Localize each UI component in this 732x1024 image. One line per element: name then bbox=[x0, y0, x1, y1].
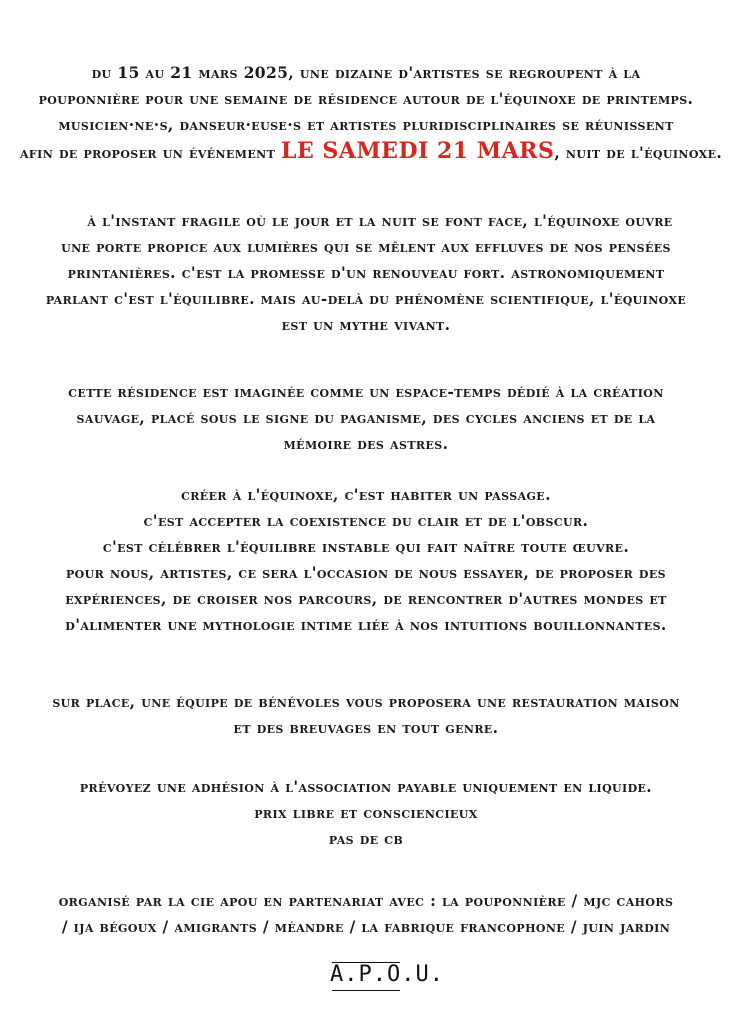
equinox-line-4: parlant c'est l'équilibre. mais au-delà du phénomène scientifique, l'équinoxe bbox=[45, 289, 687, 308]
logo-bottom-rule bbox=[332, 990, 400, 991]
creation-paragraph bbox=[20, 482, 712, 638]
partners-line-2: / ija bégoux / amigrants / méandre / la fabrique francophone / juin jardin bbox=[61, 917, 671, 936]
equinox-paragraph bbox=[20, 208, 712, 338]
catering-line-1: sur place, une équipe de bénévoles vous proposera une restauration maison bbox=[52, 692, 680, 711]
payment-paragraph bbox=[20, 774, 712, 852]
intro-paragraph bbox=[20, 60, 723, 166]
intro-line-2: pouponnière pour une semaine de résidence autour de l'équinoxe de printemps. bbox=[38, 89, 694, 108]
residence-line-1: cette résidence est imaginée comme un espace-temps dédié à la création bbox=[68, 382, 664, 401]
equinox-line-1: à l'instant fragile où le jour et la nuit se font face, l'équinoxe ouvre bbox=[87, 211, 673, 230]
partners-line-1: organisé par la cie apou en partenariat avec : la pouponnière / mjc cahors bbox=[58, 891, 674, 910]
catering-paragraph bbox=[20, 689, 712, 741]
catering-line-2: et des breuvages en tout genre. bbox=[233, 718, 499, 737]
creation-line-4: pour nous, artistes, ce sera l'occasion de nous essayer, de proposer des bbox=[66, 563, 666, 582]
residence-line-3: mémoire des astres. bbox=[283, 434, 449, 453]
intro-line-4-start: afin de proposer un événement bbox=[20, 143, 281, 162]
intro-line-1: du 15 au 21 mars 2025, une dizaine d'artistes se regroupent à la bbox=[91, 63, 641, 82]
creation-line-1: créer à l'équinoxe, c'est habiter un passage. bbox=[181, 485, 551, 504]
payment-line-3: pas de cb bbox=[328, 829, 404, 848]
residence-line-2: sauvage, placé sous le signe du paganisme, des cycles anciens et de la bbox=[76, 408, 656, 427]
payment-line-1: prévoyez une adhésion à l'association payable uniquement en liquide. bbox=[79, 777, 653, 796]
equinox-line-3: printanières. c'est la promesse d'un renouveau fort. astronomiquement bbox=[67, 263, 665, 282]
intro-line-4-end: , nuit de l'équinoxe. bbox=[554, 143, 723, 162]
creation-line-2: c'est accepter la coexistence du clair et de l'obscur. bbox=[143, 511, 589, 530]
intro-line-3: musicien·ne·s, danseur·euse·s et artistes pluridisciplinaires se réunissent bbox=[58, 115, 674, 134]
equinox-line-2: une porte propice aux lumières qui se mêlent aux effluves de nos pensées bbox=[61, 237, 671, 256]
apou-logo bbox=[330, 960, 444, 996]
residence-paragraph bbox=[20, 379, 712, 457]
logo-text: A.P.O.U. bbox=[330, 962, 444, 987]
event-date-highlight: LE SAMEDI 21 MARS bbox=[280, 138, 555, 164]
payment-line-2: prix libre et consciencieux bbox=[254, 803, 478, 822]
creation-line-6: d'alimenter une mythologie intime liée à nos intuitions bouillonnantes. bbox=[65, 615, 667, 634]
partners-paragraph bbox=[20, 888, 712, 940]
creation-line-3: c'est célébrer l'équilibre instable qui fait naître toute œuvre. bbox=[102, 537, 630, 556]
intro-line-4 bbox=[20, 138, 723, 166]
creation-line-5: expériences, de croiser nos parcours, de rencontrer d'autres mondes et bbox=[65, 589, 667, 608]
equinox-line-5: est un mythe vivant. bbox=[281, 315, 451, 334]
